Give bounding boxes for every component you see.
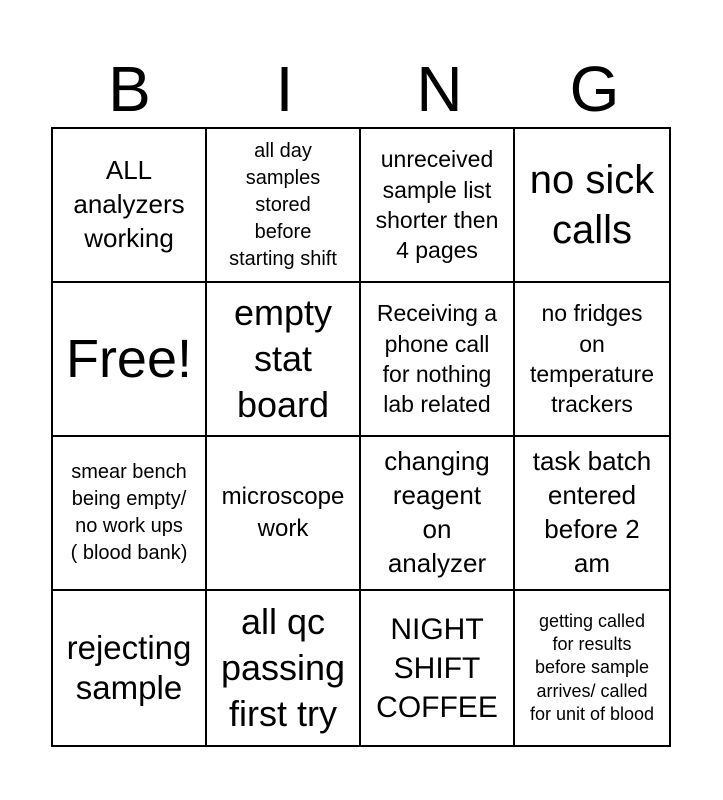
bingo-cell-r1c3[interactable]: unreceived sample list shorter then 4 pages	[361, 129, 515, 283]
bingo-cell-r2c3[interactable]: Receiving a phone call for nothing lab related	[361, 283, 515, 437]
header-letter-g: G	[569, 53, 620, 125]
bingo-cell-free[interactable]: Free!	[53, 283, 207, 437]
bingo-cell-r3c4[interactable]: task batch entered before 2 am	[515, 437, 669, 591]
bingo-cell-r4c4[interactable]: getting called for results before sample arrives/ called for unit of blood	[529, 610, 655, 725]
header-letter-n: N	[416, 53, 463, 125]
bingo-cell-r4c2[interactable]: all qc passing first try	[207, 591, 361, 745]
bingo-cell-r3c2[interactable]: microscope work	[207, 437, 361, 591]
bingo-cell-r1c1[interactable]: ALL analyzers working	[53, 129, 207, 283]
bingo-cell-r4c1[interactable]: rejecting sample	[53, 591, 207, 745]
bingo-cell-r3c1[interactable]: smear bench being empty/ no work ups ( blood bank)	[53, 437, 207, 591]
bingo-grid	[51, 127, 671, 747]
bingo-header	[52, 50, 672, 128]
header-letter-i: I	[275, 53, 294, 125]
bingo-cell-r3c3[interactable]: changing reagent on analyzer	[361, 437, 515, 591]
bingo-cell-r1c4[interactable]: no sick calls	[515, 129, 669, 283]
header-letter-b: B	[108, 53, 151, 125]
bingo-cell-r2c2[interactable]: empty stat board	[207, 283, 361, 437]
bingo-cell-r2c4[interactable]: no fridges on temperature trackers	[515, 283, 669, 437]
bingo-cell-r1c2[interactable]: all day samples stored before starting shift	[207, 129, 361, 283]
bingo-cell-r4c3[interactable]: NIGHT SHIFT COFFEE	[361, 591, 515, 745]
